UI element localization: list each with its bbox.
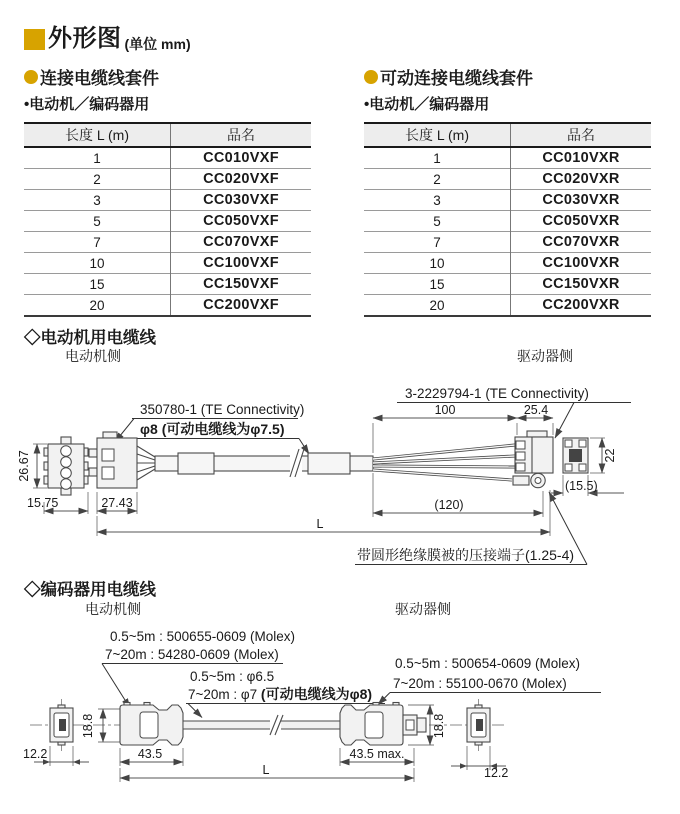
circle-bullet-icon (364, 70, 378, 84)
driver-connector-side-view (515, 431, 553, 473)
part-name-cell: CC010VXF (203, 150, 279, 166)
dim-43-5: 43.5 (137, 747, 163, 761)
motor-connector-front-view (44, 437, 88, 495)
leader-line (378, 693, 390, 705)
leader-line (555, 403, 574, 439)
length-column-header: 长度 L (m) (364, 123, 511, 147)
table-header-row (24, 123, 311, 147)
length-column-header: 长度 L (m) (24, 123, 171, 147)
kit-connection-cable (24, 64, 324, 317)
part-name-cell: CC020VXR (511, 169, 652, 190)
length-cell: 10 (364, 253, 511, 274)
table-row (24, 211, 311, 232)
dim-100: 100 (434, 403, 456, 417)
table-row (24, 295, 311, 317)
dim-15-75: 15.75 (27, 496, 59, 510)
ring-terminal (513, 473, 545, 487)
dim-43-5-max: 43.5 max. (349, 747, 405, 761)
gold-square-icon (24, 29, 45, 50)
table-row (364, 232, 651, 253)
length-cell: 10 (24, 253, 171, 274)
part-name-cell: CC200VXR (511, 295, 652, 317)
length-cell: 7 (364, 232, 511, 253)
encoder-connector-front-view-right (467, 705, 490, 745)
length-cell: 3 (24, 190, 171, 211)
part-name-cell: CC100VXF (171, 253, 312, 274)
part-name-cell: CC150VXR (511, 274, 652, 295)
table-row (364, 147, 651, 169)
table-row (24, 147, 311, 169)
dim-15-5: (15.5) (565, 479, 598, 493)
table-row (364, 211, 651, 232)
table-row (364, 190, 651, 211)
length-cell: 15 (24, 274, 171, 295)
motor-connector-side-view (89, 432, 137, 488)
part-name-column-header: 品名 (511, 123, 652, 147)
dim-L: L (316, 517, 324, 531)
cable-diameter-label: φ8 (可动电缆线为φ7.5) (140, 421, 285, 437)
length-cell: 20 (24, 295, 171, 317)
dim-12-2-right: 12.2 (484, 766, 509, 780)
part-name-cell: CC100VXR (511, 253, 652, 274)
fanned-wires (373, 445, 515, 480)
table-row (364, 295, 651, 317)
page-header (24, 26, 191, 54)
driver-connector-part-label-1: 0.5~5m : 500654-0609 (Molex) (395, 656, 580, 671)
motor-side-label: 电动机侧 (85, 601, 141, 617)
page-title: 外形图 (48, 25, 122, 52)
length-cell: 7 (24, 232, 171, 253)
length-cell: 1 (24, 147, 171, 169)
part-name-cell: CC010VXR (542, 150, 620, 166)
part-name-column-header: 品名 (171, 123, 312, 147)
encoder-cable-section-title: ◇编码器用电缆线 (24, 581, 156, 599)
driver-side-label: 驱动器侧 (395, 601, 451, 617)
table-row (24, 169, 311, 190)
cable-diameter-label-1: 0.5~5m : φ6.5 (190, 669, 275, 684)
unit-label: (单位 mm) (124, 36, 191, 52)
kit-title-row (24, 64, 324, 89)
driver-connector-part-label: 3-2229794-1 (TE Connectivity) (405, 386, 589, 401)
length-cell: 2 (364, 169, 511, 190)
dim-18-8-right: 18.8 (432, 713, 446, 739)
part-name-cell: CC050VXR (511, 211, 652, 232)
motor-side-label: 电动机侧 (65, 348, 121, 364)
table-row (364, 169, 651, 190)
length-cell: 5 (24, 211, 171, 232)
part-name-cell: CC070VXR (511, 232, 652, 253)
part-name-cell: CC070VXF (171, 232, 312, 253)
motor-connector-part-label: 350780-1 (TE Connectivity) (140, 402, 305, 417)
leader-line (102, 664, 130, 709)
dim-27-43: 27.43 (101, 496, 133, 510)
motor-cable-section-title: ◇电动机用电缆线 (24, 329, 156, 347)
driver-connector-part-label-2: 7~20m : 55100-0670 (Molex) (393, 676, 567, 691)
encoder-motor-connector-side-view (120, 703, 183, 746)
table-row (364, 274, 651, 295)
driver-side-label: 驱动器侧 (517, 348, 573, 364)
cable-table (364, 122, 651, 317)
encoder-driver-connector-side-view (340, 703, 426, 746)
kit-title: 连接电缆线套件 (40, 69, 159, 88)
part-name-cell: CC020VXF (171, 169, 312, 190)
driver-connector-front-view (563, 438, 588, 473)
cable-diameter-label-2: 7~20m : φ7 (可动电缆线为φ8) (188, 686, 373, 702)
cable-table (24, 122, 311, 317)
part-name-cell: CC030VXF (171, 190, 312, 211)
length-cell: 5 (364, 211, 511, 232)
table-row (364, 253, 651, 274)
length-cell: 20 (364, 295, 511, 317)
dim-L: L (262, 763, 270, 777)
length-cell: 3 (364, 190, 511, 211)
table-header-row (364, 123, 651, 147)
cable (183, 715, 340, 735)
length-cell: 15 (364, 274, 511, 295)
table-row (24, 232, 311, 253)
kit-title: 可动连接电缆线套件 (380, 69, 533, 88)
table-row (24, 253, 311, 274)
motor-connector-part-label-2: 7~20m : 54280-0609 (Molex) (105, 647, 279, 662)
dim-22: 22 (603, 448, 617, 463)
motor-connector-part-label-1: 0.5~5m : 500655-0609 (Molex) (110, 629, 295, 644)
table-row (24, 274, 311, 295)
dim-18-8-left: 18.8 (81, 713, 95, 739)
length-cell: 1 (364, 147, 511, 169)
part-name-cell: CC150VXF (171, 274, 312, 295)
encoder-connector-front-view-left (50, 705, 73, 745)
dim-26-67: 26.67 (17, 450, 31, 482)
part-name-cell: CC030VXR (511, 190, 652, 211)
dim-120: (120) (434, 498, 464, 512)
part-name-cell: CC200VXF (171, 295, 312, 317)
motor-cable-diagram (17, 345, 670, 573)
length-cell: 2 (24, 169, 171, 190)
dim-25-4: 25.4 (523, 403, 549, 417)
kit-subtitle: •电动机／编码器用 (24, 96, 150, 113)
circle-bullet-icon (24, 70, 38, 84)
part-name-cell: CC050VXF (171, 211, 312, 232)
encoder-cable-diagram (20, 596, 670, 814)
cable (137, 446, 373, 480)
table-row (24, 190, 311, 211)
dim-12-2-left: 12.2 (23, 747, 48, 761)
terminal-note: 带圆形绝缘膜被的压接端子(1.25-4) (357, 547, 575, 563)
kit-movable-cable (364, 64, 664, 317)
kit-title-row (364, 64, 664, 89)
leader-line (188, 704, 202, 718)
kit-subtitle: •电动机／编码器用 (364, 96, 490, 113)
